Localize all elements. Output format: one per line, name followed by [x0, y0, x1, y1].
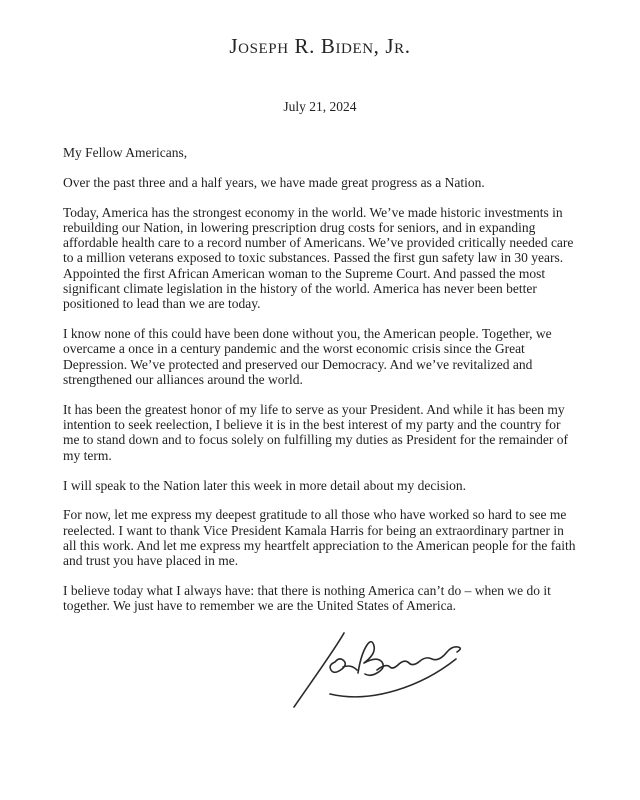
- paragraph-4: It has been the greatest honor of my life to serve as your President. And while it has been my intention to seek reelection, I believe it is in the best interest of my party and the country for me to stand down and to focus solely on fulfilling my duties as President for the remainder of my term.: [63, 401, 569, 463]
- paragraph-3: I know none of this could have been done without you, the American people. Together, we overcame a once in a century pandemic and the worst economic crisis since the Great Depression. We’ve protected and preserved our Democracy. And we’ve revitalized and strengthened our alliances around the world.: [63, 326, 552, 388]
- paragraph-1: Over the past three and a half years, we have made great progress as a Nation.: [63, 174, 485, 190]
- paragraph-7: I believe today what I always have: that there is nothing America can’t do – when we do it together. We just have to remember we are the United States of America.: [63, 583, 551, 614]
- paragraph-5: I will speak to the Nation later this week in more detail about my decision.: [63, 477, 467, 493]
- letter-date: July 21, 2024: [283, 99, 357, 114]
- salutation: My Fellow Americans,: [63, 145, 188, 160]
- letter-body: [63, 145, 577, 614]
- paragraph-6: For now, let me express my deepest gratitude to all those who have worked so hard to see me reelected. I want to thank Vice President Kamala Harris for being an extraordinary partner in all this work. And let me express my heartfelt appreciation to the American people for the faith and trust you have placed in me.: [63, 507, 576, 569]
- joe-biden-signature: [272, 628, 484, 710]
- paragraph-2: Today, America has the strongest economy in the world. We’ve made historic investments in rebuilding our Nation, in lowering prescription drug costs for seniors, and in expanding affordable health care to a record number of Americans. We’ve provided critically needed care to a million veterans exposed to toxic substances. Passed the first gun safety law in 30 years. Appointed the first African American woman to the Supreme Court. And passed the most significant climate legislation in the history of the world. America has never been better positioned to lead than we are today.: [63, 204, 574, 312]
- letterhead-name: Joseph R. Biden, Jr.: [229, 34, 411, 58]
